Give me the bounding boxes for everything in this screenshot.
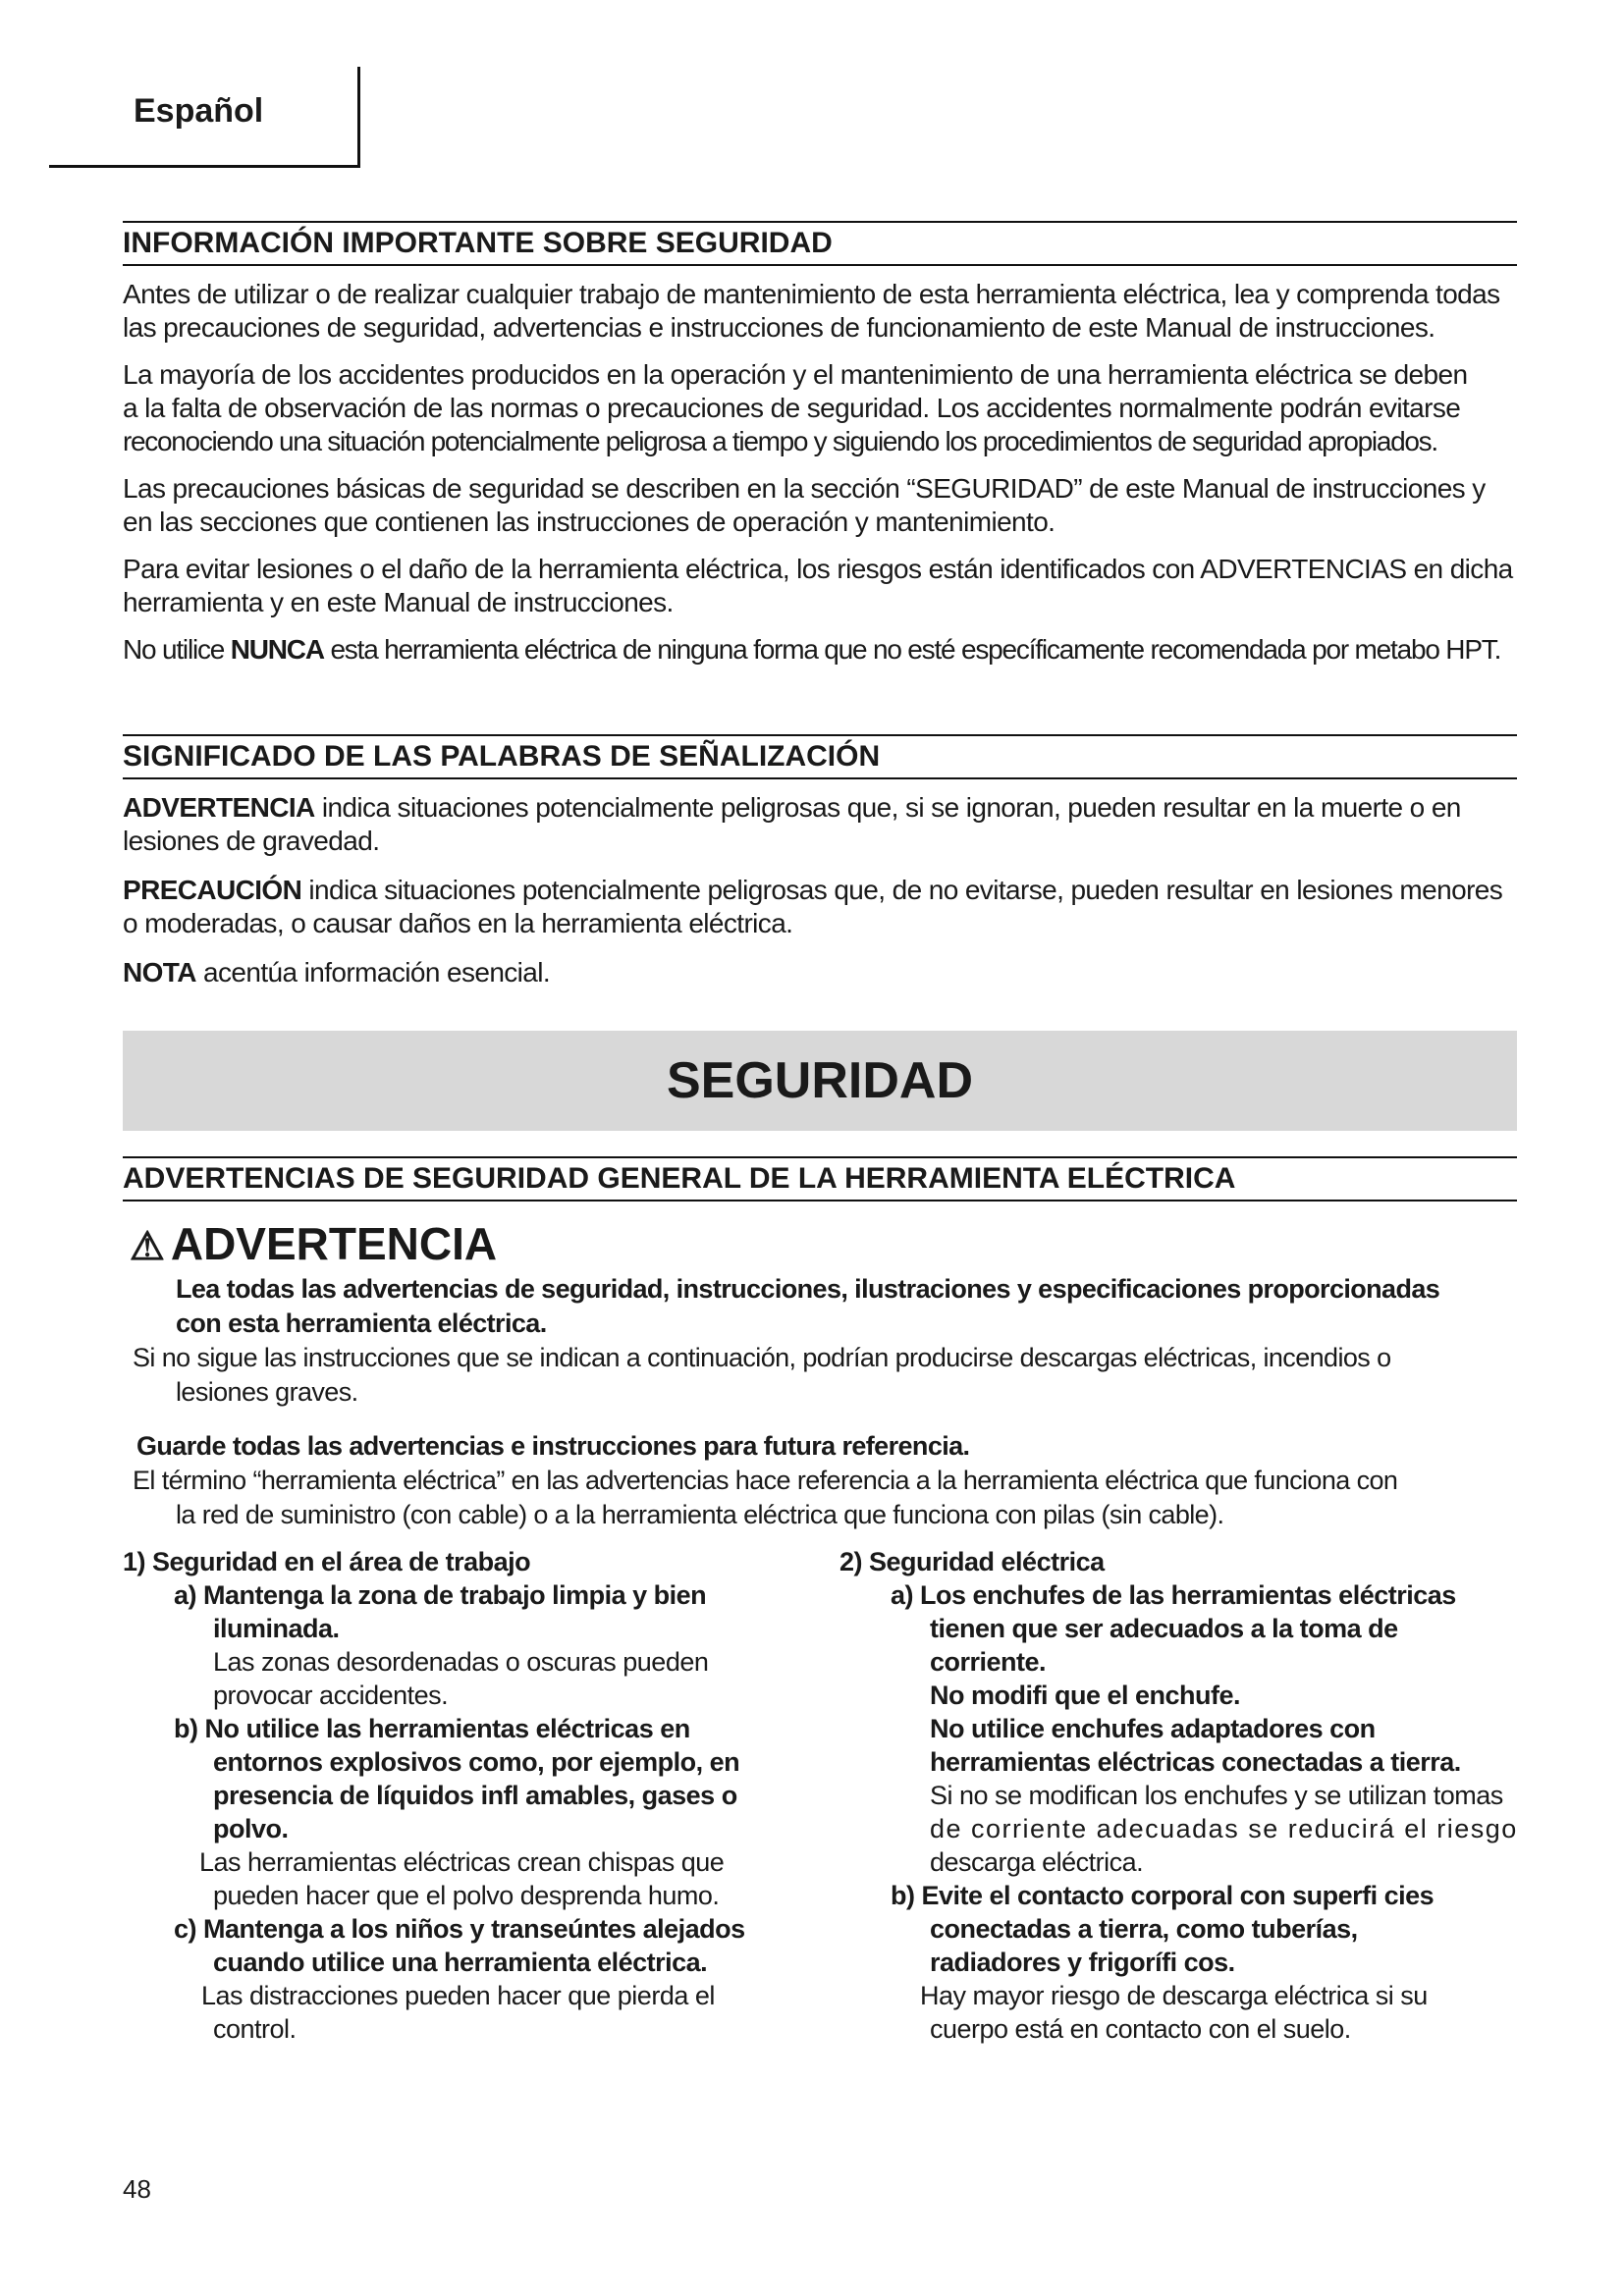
bold-line: Guarde todas las advertencias e instrucciones para futura referencia. — [136, 1431, 970, 1461]
emphasis-never: NUNCA — [230, 634, 324, 665]
text-line: Las herramientas eléctricas crean chispas que — [199, 1847, 725, 1877]
term-nota: NOTA — [123, 957, 196, 988]
paragraph-line — [123, 633, 1517, 667]
warning-body — [133, 1272, 1527, 1532]
item-line: presencia de líquidos infl amables, gases o — [213, 1781, 737, 1810]
text-span: acentúa información esencial. — [195, 957, 551, 988]
text-span: indica situaciones potencialmente peligrosas que, de no evitarse, pueden resultar en lesiones menores — [301, 875, 1503, 905]
general-safety-section — [123, 1156, 1517, 1201]
text-line: Las distracciones pueden hacer que pierda el — [201, 1981, 715, 2010]
warning-triangle-icon: ⚠ — [130, 1225, 165, 1268]
paragraph-line: Las precauciones básicas de seguridad se describen en la sección “SEGURIDAD” de este Manual de instrucciones y — [123, 473, 1486, 504]
language-tab — [49, 67, 360, 168]
warning-title-text: ADVERTENCIA — [170, 1218, 498, 1269]
text-span: esta herramienta eléctrica de ninguna forma que no esté específicamente recomendada por metabo HPT. — [323, 634, 1501, 665]
item-line: No modifi que el enchufe. — [930, 1681, 1241, 1710]
term-precaucion: PRECAUCIÓN — [123, 875, 302, 905]
paragraph-line: o moderadas, o causar daños en la herramienta eléctrica. — [123, 908, 793, 938]
work-area-safety-column — [123, 1545, 830, 2046]
item-line: a) Mantenga la zona de trabajo limpia y bien — [174, 1580, 707, 1610]
warning-title — [130, 1217, 497, 1270]
text-line: Las zonas desordenadas o oscuras pueden — [213, 1647, 709, 1677]
item-line: tienen que ser adecuados a la toma de — [930, 1614, 1398, 1643]
paragraph-line — [123, 791, 1517, 825]
signal-words-heading: SIGNIFICADO DE LAS PALABRAS DE SEÑALIZACIÓN — [123, 734, 1517, 779]
paragraph-line: Antes de utilizar o de realizar cualquier trabajo de mantenimiento de esta herramienta eléctrica, lea y comprenda todas — [123, 279, 1500, 309]
text-span: No utilice — [123, 634, 231, 665]
text-line: El término “herramienta eléctrica” en las advertencias hace referencia a la herramienta eléctrica que funciona con — [133, 1466, 1398, 1495]
item-line: b) No utilice las herramientas eléctricas en — [174, 1714, 690, 1743]
text-line: control. — [213, 2014, 297, 2044]
item-line: entornos explosivos como, por ejemplo, en — [213, 1747, 740, 1777]
text-line: de corriente adecuadas se reducirá el riesgo — [930, 1814, 1518, 1843]
item-line: iluminada. — [213, 1614, 340, 1643]
paragraph-line — [123, 874, 1517, 907]
paragraph-line: a la falta de observación de las normas o precauciones de seguridad. Los accidentes normalmente podrán evitarse — [123, 393, 1461, 423]
item-line: polvo. — [213, 1814, 289, 1843]
text-line: descarga eléctrica. — [930, 1847, 1144, 1877]
item-line: b) Evite el contacto corporal con superfi cies — [891, 1881, 1435, 1910]
important-info-section — [123, 221, 1517, 667]
bold-line: Lea todas las advertencias de seguridad, instrucciones, ilustraciones y especificaciones proporcionadas — [176, 1274, 1440, 1304]
text-line: cuerpo está en contacto con el suelo. — [930, 2014, 1351, 2044]
item-line: radiadores y frigorífi cos. — [930, 1948, 1235, 1977]
paragraph-line: reconociendo una situación potencialmente peligrosa a tiempo y siguiendo los procedimientos de seguridad apropiados. — [123, 426, 1437, 456]
paragraph-line: lesiones de gravedad. — [123, 826, 380, 856]
item-line: c) Mantenga a los niños y transeúntes alejados — [174, 1914, 745, 1944]
paragraph-line: en las secciones que contienen las instrucciones de operación y mantenimiento. — [123, 507, 1056, 537]
electrical-safety-column — [839, 1545, 1586, 2046]
language-label: Español — [134, 92, 264, 130]
item-line: cuando utilice una herramienta eléctrica. — [213, 1948, 708, 1977]
text-line: la red de suministro (con cable) o a la herramienta eléctrica que funciona con pilas (sin cable). — [176, 1500, 1224, 1529]
column-title: 2) Seguridad eléctrica — [839, 1547, 1105, 1576]
item-line: a) Los enchufes de las herramientas eléctricas — [891, 1580, 1456, 1610]
paragraph-line: La mayoría de los accidentes producidos en la operación y el mantenimiento de una herramienta eléctrica se deben — [123, 359, 1468, 390]
signal-words-section — [123, 734, 1517, 989]
text-span: indica situaciones potencialmente peligrosas que, si se ignoran, pueden resultar en la muerte o en — [314, 792, 1461, 823]
text-line: pueden hacer que el polvo desprenda humo. — [213, 1881, 720, 1910]
paragraph-line — [123, 956, 1517, 989]
bold-line: con esta herramienta eléctrica. — [176, 1308, 547, 1338]
item-line: corriente. — [930, 1647, 1047, 1677]
page-number: 48 — [123, 2174, 151, 2204]
column-title: 1) Seguridad en el área de trabajo — [123, 1547, 531, 1576]
safety-banner: SEGURIDAD — [123, 1031, 1517, 1131]
text-line: provocar accidentes. — [213, 1681, 449, 1710]
paragraph-line: Para evitar lesiones o el daño de la herramienta eléctrica, los riesgos están identificados con ADVERTENCIAS en dicha — [123, 554, 1513, 584]
general-safety-heading: ADVERTENCIAS DE SEGURIDAD GENERAL DE LA HERRAMIENTA ELÉCTRICA — [123, 1156, 1517, 1201]
important-info-heading: INFORMACIÓN IMPORTANTE SOBRE SEGURIDAD — [123, 221, 1517, 266]
text-line: lesiones graves. — [176, 1377, 358, 1407]
text-line: Si no sigue las instrucciones que se indican a continuación, podrían producirse descargas eléctricas, incendios o — [133, 1343, 1391, 1372]
text-line: Hay mayor riesgo de descarga eléctrica si su — [920, 1981, 1428, 2010]
item-line: conectadas a tierra, como tuberías, — [930, 1914, 1358, 1944]
paragraph-line: las precauciones de seguridad, advertencias e instrucciones de funcionamiento de este Manual de instrucciones. — [123, 312, 1435, 343]
item-line: No utilice enchufes adaptadores con — [930, 1714, 1376, 1743]
term-advertencia: ADVERTENCIA — [123, 792, 315, 823]
text-line: Si no se modifican los enchufes y se utilizan tomas — [930, 1781, 1503, 1810]
item-line: herramientas eléctricas conectadas a tierra. — [930, 1747, 1461, 1777]
paragraph-line: herramienta y en este Manual de instrucciones. — [123, 587, 674, 617]
